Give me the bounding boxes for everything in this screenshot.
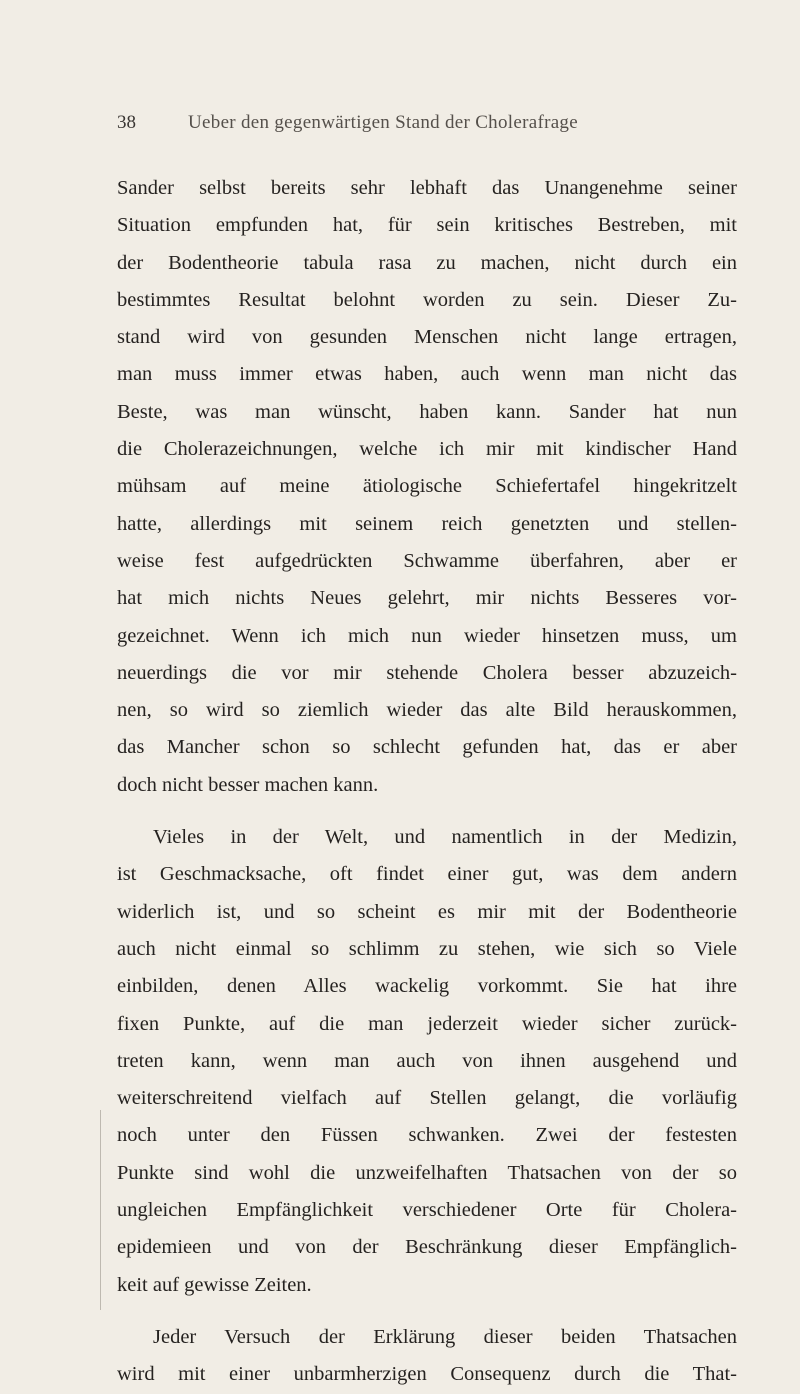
text-line: hatte, allerdings mit seinem reich genetzten und stellen- bbox=[117, 512, 737, 535]
text-line: stand wird von gesunden Menschen nicht lange ertragen, bbox=[117, 326, 737, 349]
text-line: gezeichnet. Wenn ich mich nun wieder hinsetzen muss, um bbox=[117, 624, 737, 647]
margin-pencil-mark bbox=[100, 1110, 103, 1310]
text-line: auch nicht einmal so schlimm zu stehen, wie sich so Viele bbox=[117, 937, 737, 960]
text-line: keit auf gewisse Zeiten. bbox=[117, 1273, 312, 1296]
paragraph-3 bbox=[117, 1319, 737, 1394]
text-line: Situation empfunden hat, für sein kritisches Bestreben, mit bbox=[117, 214, 737, 237]
text-line: ist Geschmacksache, oft findet einer gut, was dem andern bbox=[117, 863, 737, 886]
text-line: man muss immer etwas haben, auch wenn man nicht das bbox=[117, 363, 737, 386]
page-number: 38 bbox=[117, 112, 136, 133]
text-line: ungleichen Empfänglichkeit verschiedener Orte für Cholera- bbox=[117, 1199, 737, 1222]
text-line: die Cholerazeichnungen, welche ich mir mit kindischer Hand bbox=[117, 438, 737, 461]
text-line: einbilden, denen Alles wackelig vorkommt. Sie hat ihre bbox=[117, 975, 737, 998]
text-line: bestimmtes Resultat belohnt worden zu sein. Dieser Zu- bbox=[117, 288, 737, 311]
text-line: epidemieen und von der Beschränkung dieser Empfänglich- bbox=[117, 1236, 737, 1259]
body-text bbox=[117, 170, 737, 1394]
text-line: widerlich ist, und so scheint es mir mit der Bodentheorie bbox=[117, 900, 737, 923]
text-line: noch unter den Füssen schwanken. Zwei der festesten bbox=[117, 1124, 737, 1147]
text-line: hat mich nichts Neues gelehrt, mir nichts Besseres vor- bbox=[117, 587, 737, 610]
text-line: Jeder Versuch der Erklärung dieser beiden Thatsachen bbox=[153, 1325, 737, 1348]
page-header bbox=[117, 112, 737, 142]
paragraph-1 bbox=[117, 170, 737, 804]
text-line: weise fest aufgedrückten Schwamme überfahren, aber er bbox=[117, 549, 737, 572]
text-line: weiterschreitend vielfach auf Stellen gelangt, die vorläufig bbox=[117, 1087, 737, 1110]
text-line: nen, so wird so ziemlich wieder das alte Bild herauskommen, bbox=[117, 699, 737, 722]
text-line: Vieles in der Welt, und namentlich in der Medizin, bbox=[153, 826, 737, 849]
text-line: der Bodentheorie tabula rasa zu machen, nicht durch ein bbox=[117, 251, 737, 274]
text-line: treten kann, wenn man auch von ihnen ausgehend und bbox=[117, 1049, 737, 1072]
text-line: wird mit einer unbarmherzigen Consequenz durch die That- bbox=[117, 1363, 737, 1386]
text-line: doch nicht besser machen kann. bbox=[117, 773, 379, 796]
text-line: Beste, was man wünscht, haben kann. Sander hat nun bbox=[117, 400, 737, 423]
text-line: das Mancher schon so schlecht gefunden hat, das er aber bbox=[117, 736, 737, 759]
text-line: neuerdings die vor mir stehende Cholera besser abzuzeich- bbox=[117, 661, 737, 684]
text-line: Punkte sind wohl die unzweifelhaften Thatsachen von der so bbox=[117, 1161, 737, 1184]
paragraph-2 bbox=[117, 819, 737, 1304]
running-head: Ueber den gegenwärtigen Stand der Cholerafrage bbox=[188, 112, 578, 133]
text-line: fixen Punkte, auf die man jederzeit wieder sicher zurück- bbox=[117, 1012, 737, 1035]
text-line: mühsam auf meine ätiologische Schiefertafel hingekritzelt bbox=[117, 475, 737, 498]
text-line: Sander selbst bereits sehr lebhaft das Unangenehme seiner bbox=[117, 177, 737, 199]
